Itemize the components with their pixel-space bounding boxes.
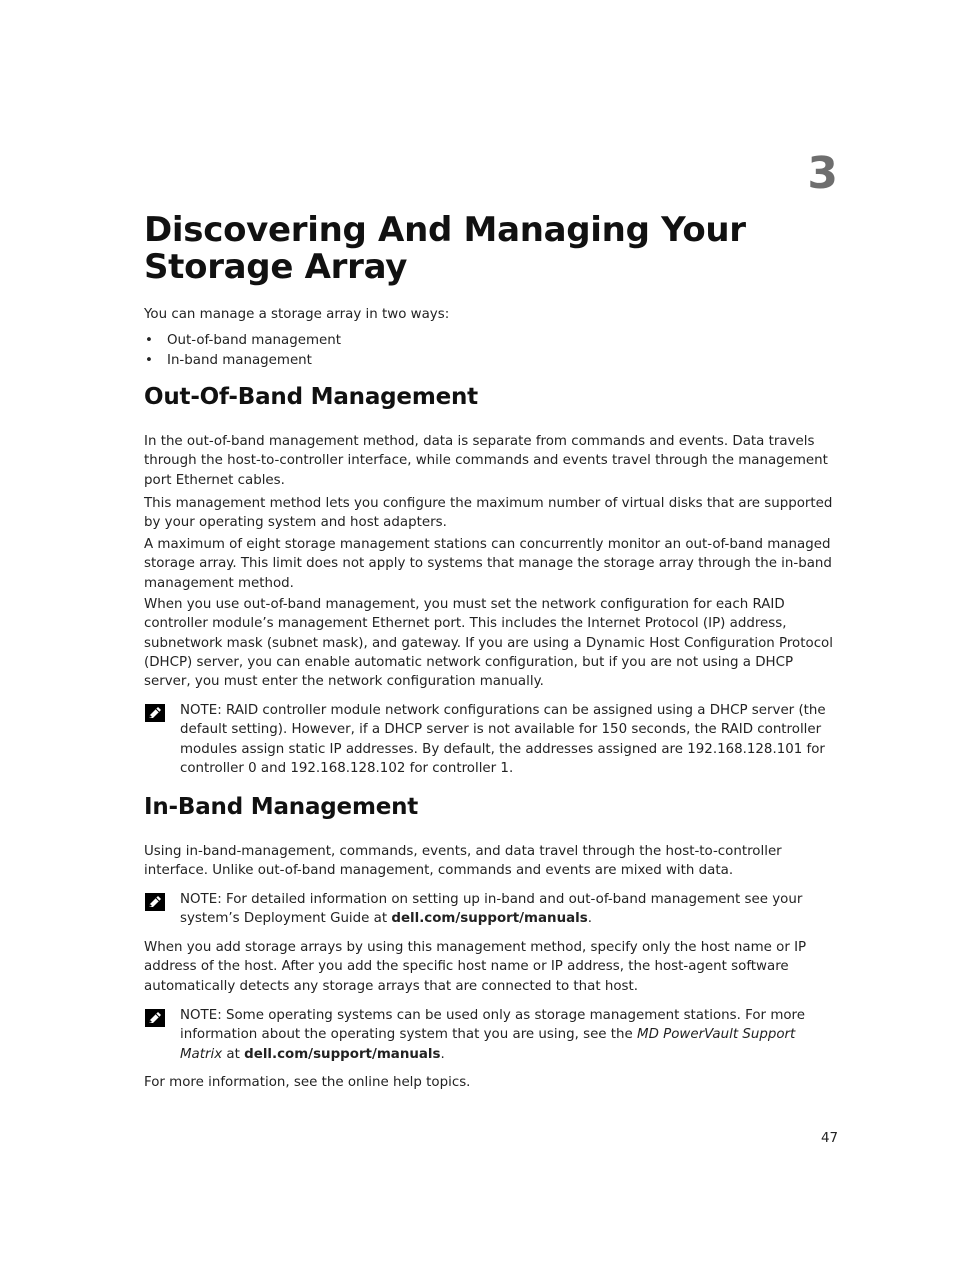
paragraph: This management method lets you configure the maximum number of virtual disks that are supported by your operating system and host adapters. — [144, 496, 833, 531]
list-item: • Out-of-band management — [144, 331, 341, 351]
paragraph: A maximum of eight storage management stations can concurrently monitor an out-of-band managed storage array. This limit does not apply to systems that manage the storage array through the in-band management method. — [144, 537, 832, 591]
paragraph: Using in-band-management, commands, events, and data travel through the host-to-controller interface. Unlike out-of-band management, commands and events are mixed with data. — [144, 844, 782, 879]
chapter-number: 3 — [807, 148, 838, 199]
paragraph: In the out-of-band management method, data is separate from commands and events. Data travels through the host-to-controller interface, while commands and events travel through the management port Ethernet cables. — [144, 434, 828, 488]
note-label: NOTE: — [180, 703, 222, 718]
note-box — [144, 701, 838, 778]
note-connector: at — [222, 1046, 245, 1062]
support-link[interactable]: dell.com/support/manuals — [244, 1046, 441, 1062]
note-body: Some operating systems can be used only as storage management stations. For more information about the operating system that you are using, see the — [180, 1008, 806, 1043]
note-end: . — [587, 911, 592, 927]
note-body: RAID controller module network configurations can be assigned using a DHCP server (the default setting). However, if a DHCP server is not available for 150 seconds, the RAID controller modules assign static IP addresses. By default, the addresses assigned are 192.168.128.101 for controller 0 and 192.168.128.102 for controller 1. — [180, 703, 826, 776]
note-label: NOTE: — [180, 1008, 222, 1023]
pencil-note-icon — [144, 703, 166, 723]
paragraph: When you add storage arrays by using this management method, specify only the host name or IP address of the host. After you add the specific host name or IP address, the host-agent software automatically detects any storage arrays that are connected to that host. — [144, 940, 807, 994]
note-box — [144, 1006, 838, 1064]
page-number: 47 — [820, 1131, 838, 1146]
intro-paragraph: You can manage a storage array in two ways: — [144, 307, 450, 322]
list-item: • In-band management — [144, 351, 341, 371]
support-link[interactable]: dell.com/support/manuals — [391, 911, 588, 927]
note-text — [180, 701, 838, 778]
note-box — [144, 890, 838, 929]
section-heading-in-band: In-Band Management — [144, 794, 419, 820]
pencil-note-icon — [144, 892, 166, 912]
note-label: NOTE: — [180, 892, 222, 907]
note-text — [180, 1006, 838, 1064]
note-text — [180, 890, 838, 929]
note-end: . — [440, 1046, 445, 1062]
note-body: For detailed information on setting up in-band and out-of-band management see your system’s Deployment Guide at — [180, 892, 803, 927]
paragraph: When you use out-of-band management, you must set the network configuration for each RAID controller module’s management Ethernet port. This includes the Internet Protocol (IP) address, subnetwork mask (subnet mask), and gateway. If you are using a Dynamic Host Configuration Protocol (DHCP) server, you can enable automatic network configuration, but if you are not using a DHCP server, you must enter the network configuration manually. — [144, 597, 833, 690]
page-title: Discovering And Managing Your Storage Array — [144, 210, 746, 287]
paragraph: For more information, see the online help topics. — [144, 1075, 471, 1090]
section-heading-out-of-band: Out-Of-Band Management — [144, 384, 478, 410]
pencil-note-icon — [144, 1008, 166, 1028]
management-methods-list — [144, 331, 341, 370]
support-matrix-title: MD PowerVault Support Matrix — [180, 1027, 796, 1062]
